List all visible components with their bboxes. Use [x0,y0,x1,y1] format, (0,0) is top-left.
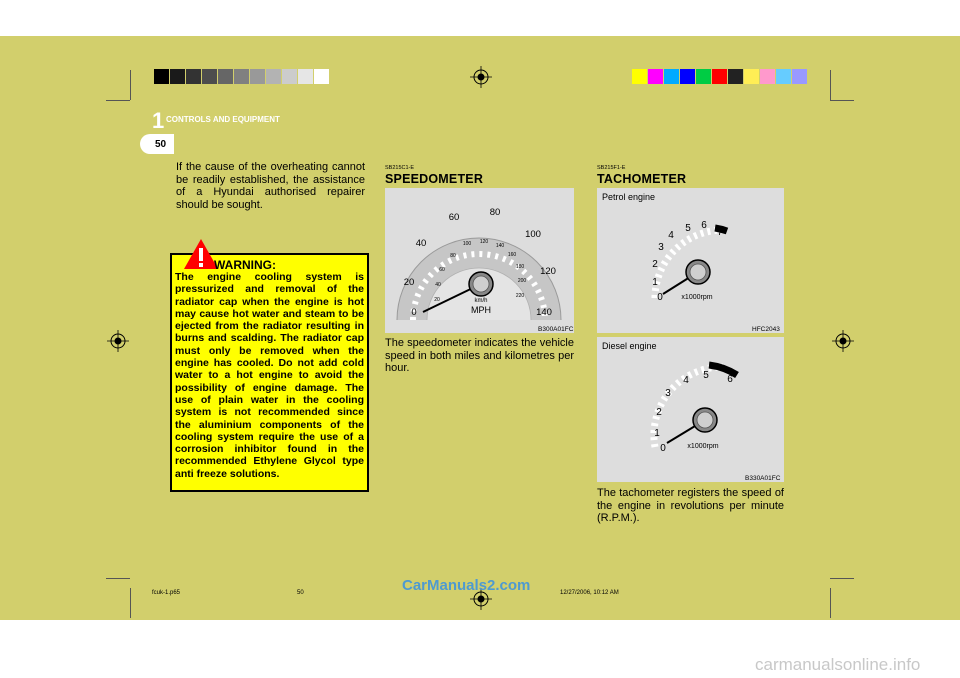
kmh-label: 200 [517,278,527,284]
tachometer-description: The tachometer registers the speed of the engine in revolutions per minute (R.P.M.). [597,487,784,524]
kmh-label: 100 [462,241,472,247]
rpm-label: 7 [717,227,723,238]
rpm-label: 4 [668,230,674,241]
speedometer-figure-code: B300A01FC [538,326,574,333]
rpm-label: 1 [654,428,660,439]
diesel-engine-label: Diesel engine [602,341,657,351]
rpm-label: 3 [658,242,664,253]
mph-label: 100 [525,229,541,240]
mph-label: 80 [489,207,501,218]
rpm-label: 4 [683,375,689,386]
rpm-label: 5 [703,370,709,381]
diesel-tachometer-gauge [597,337,784,482]
mph-label: 40 [415,238,427,249]
kmh-label: 180 [515,264,525,270]
petrol-figure-code: HFC2043 [752,326,780,333]
footer-file: fcuk-1.p65 [152,590,181,596]
warning-title: WARNING: [214,258,276,272]
tachometer-heading: TACHOMETER [597,172,687,186]
rpm-label: 0 [657,292,663,303]
registration-mark-icon [107,330,129,352]
mph-label: 120 [540,266,556,277]
petrol-engine-label: Petrol engine [602,192,656,202]
petrol-tachometer-figure [597,188,784,333]
kmh-label: 160 [507,252,517,258]
kmh-unit: km/h [474,298,488,304]
rpm-label: 5 [685,223,691,234]
registration-mark-icon [470,66,492,88]
speedometer-gauge [385,188,574,333]
kmh-label: 140 [495,243,505,249]
overheating-paragraph: If the cause of the overheating cannot be readily established, the assistance of a Hyundai authorised repairer should be sought. [176,161,365,211]
rpm-label: 3 [665,388,671,399]
warning-text: The engine cooling system is pressurized and removal of the radiator cap when the engine is hot may cause hot water and steam to be ejected from the radiator resulting in burns and scalding. The radiator cap must only be removed when the engine has cooled. Do not add cold water to a hot engine to avoid the possibility of engine damage. The use of plain water in the cooling system is not recommended since the aluminium components of the cooling system require the use of a corrosion inhibitor found in the recommended Ethylene Glycol type anti freeze solutions. [175,271,364,480]
rpm-label: 6 [701,220,707,231]
petrol-tachometer-gauge [597,188,784,333]
footer-page: 50 [297,590,304,596]
speedometer-code: SB215C1-E [385,165,415,171]
rpm-label: 1 [652,277,658,288]
watermark-carmanuals2: CarManuals2.com [402,577,531,594]
rpm-label: 0 [660,443,666,454]
kmh-label: 80 [450,253,456,259]
mph-unit: MPH [471,305,491,315]
speedometer-description: The speedometer indicates the vehicle speed in both miles and kilometres per hour. [385,337,574,374]
diesel-figure-code: B330A01FC [745,475,781,482]
kmh-label: 120 [479,239,489,245]
mph-label: 60 [448,212,460,223]
speedometer-heading: SPEEDOMETER [385,172,484,186]
watermark-carmanualsonline: carmanualsonline.info [755,655,921,674]
tachometer-code: SB215F1-E [597,165,626,171]
rpm-label: 2 [656,407,662,418]
rpm-label: 2 [652,259,658,270]
speedometer-figure [385,188,574,333]
chapter-title: CONTROLS AND EQUIPMENT [166,115,280,124]
kmh-label: 60 [439,267,445,273]
mph-label: 0 [411,307,417,318]
petrol-rpm-unit: x1000rpm [681,294,713,301]
diesel-tachometer-figure [597,337,784,482]
chapter-number: 1 [152,108,165,133]
kmh-label: 220 [515,293,525,299]
diesel-rpm-unit: x1000rpm [687,443,719,450]
kmh-label: 20 [434,297,440,303]
rpm-label: 6 [727,374,733,385]
mph-label: 20 [403,277,415,288]
footer-datetime: 12/27/2006, 10:12 AM [560,590,619,596]
page-number: 50 [155,139,167,150]
registration-mark-icon [832,330,854,352]
kmh-label: 40 [435,282,441,288]
mph-label: 140 [536,307,552,318]
